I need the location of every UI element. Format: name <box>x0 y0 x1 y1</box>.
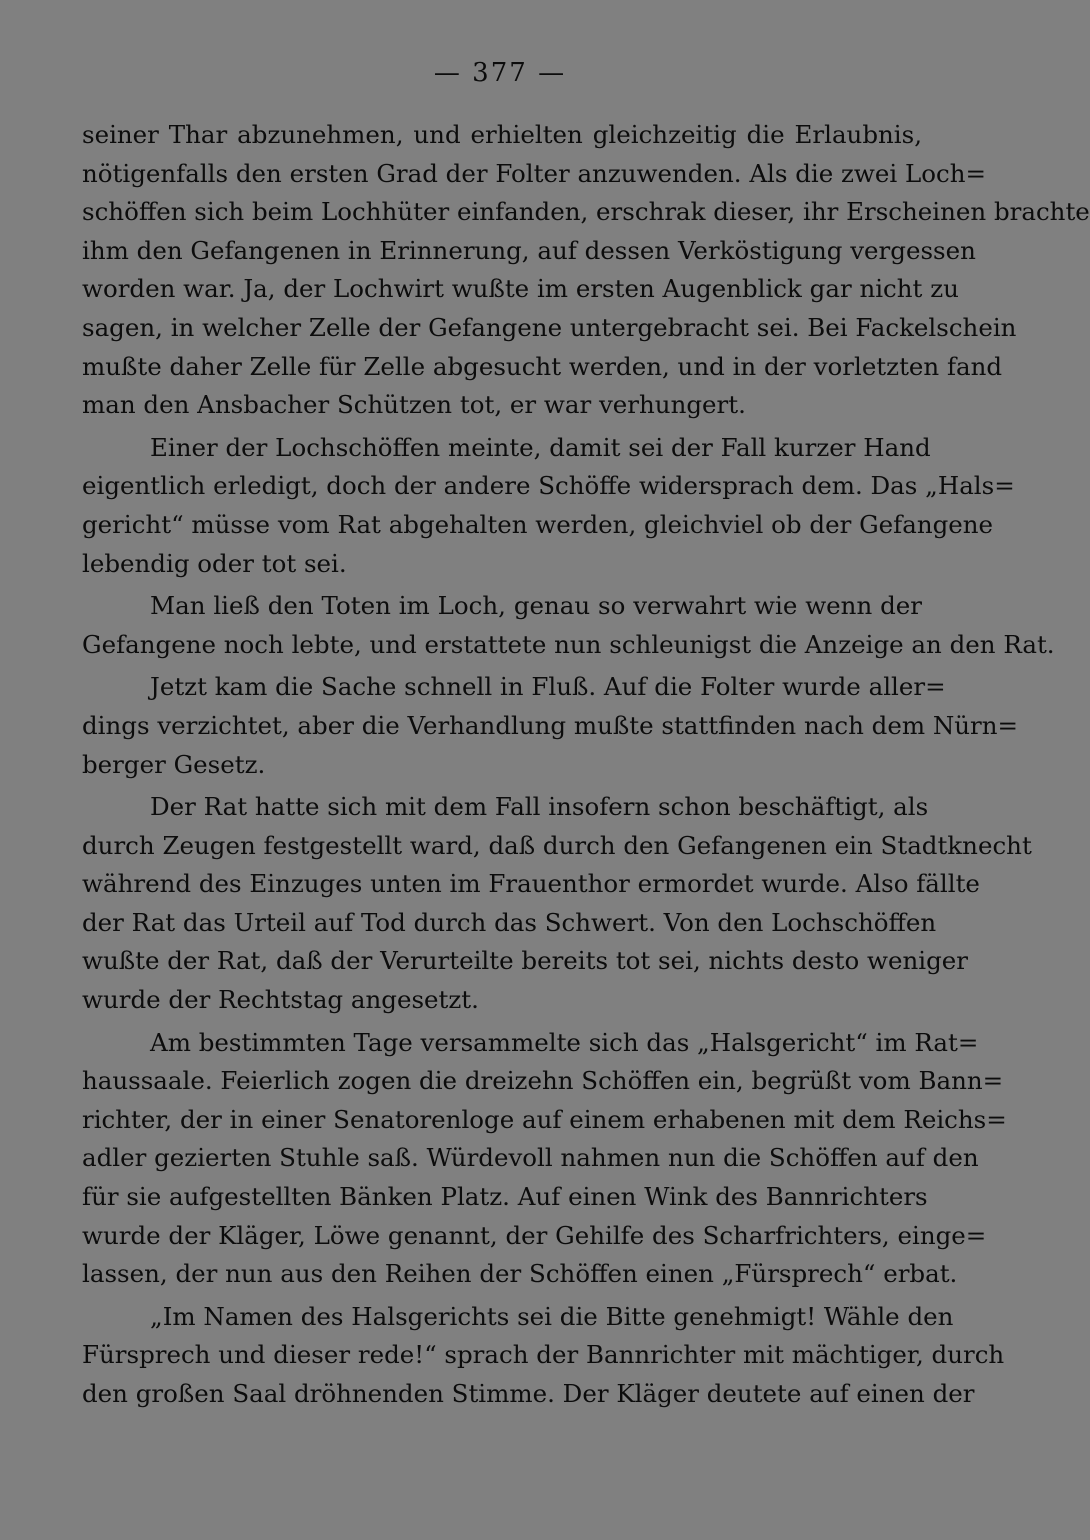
paragraph <box>82 788 1032 1020</box>
text-line: „Im Namen des Halsgerichts sei die Bitte genehmigt! Wähle den <box>150 1301 954 1331</box>
text-line: lassen, der nun aus den Reihen der Schöffen einen „Fürsprech“ erbat. <box>82 1259 958 1289</box>
text-line: haussaale. Feierlich zogen die dreizehn Schöffen ein, begrüßt vom Bann= <box>82 1066 1004 1096</box>
text-line: berger Gesetz. <box>82 749 266 779</box>
text-line: man den Ansbacher Schützen tot, er war verhungert. <box>82 390 746 420</box>
text-line: eigentlich erledigt, doch der andere Schöffe widersprach dem. Das „Hals= <box>82 471 1015 501</box>
text-line: dings verzichtet, aber die Verhandlung mußte stattfinden nach dem Nürn= <box>82 710 1019 740</box>
body-text <box>82 116 1090 1414</box>
text-line: für sie aufgestellten Bänken Platz. Auf einen Wink des Bannrichters <box>82 1182 928 1212</box>
text-line: mußte daher Zelle für Zelle abgesucht werden, und in der vorletzten fand <box>82 351 1003 381</box>
text-line: Einer der Lochschöffen meinte, damit sei der Fall kurzer Hand <box>150 432 931 462</box>
text-line: Jetzt kam die Sache schnell in Fluß. Auf die Folter wurde aller= <box>150 672 946 702</box>
text-line: adler gezierten Stuhle saß. Würdevoll nahmen nun die Schöffen auf den <box>82 1143 979 1173</box>
paragraph <box>82 587 1055 664</box>
text-line: Man ließ den Toten im Loch, genau so verwahrt wie wenn der <box>150 591 922 621</box>
text-line: seiner Thar abzunehmen, und erhielten gleichzeitig die Erlaubnis, <box>82 120 922 149</box>
text-line: der Rat das Urteil auf Tod durch das Schwert. Von den Lochschöffen <box>82 907 937 937</box>
text-line: lebendig oder tot sei. <box>82 548 347 578</box>
paragraph <box>82 668 1019 784</box>
paragraph <box>82 429 1015 583</box>
text-line: durch Zeugen festgestellt ward, daß durch den Gefangenen ein Stadtknecht <box>82 830 1032 860</box>
paragraph <box>82 116 1090 425</box>
text-line: gericht“ müsse vom Rat abgehalten werden, gleichviel ob der Gefangene <box>82 509 994 539</box>
paragraph <box>82 1298 1005 1414</box>
text-line: den großen Saal dröhnenden Stimme. Der Kläger deutete auf einen der <box>82 1379 975 1408</box>
text-line: ihm den Gefangenen in Erinnerung, auf dessen Verköstigung vergessen <box>82 235 976 265</box>
text-line: Fürsprech und dieser rede!“ sprach der Bannrichter mit mächtiger, durch <box>82 1340 1005 1370</box>
text-line: wußte der Rat, daß der Verurteilte bereits tot sei, nichts desto weniger <box>82 946 968 976</box>
text-line: sagen, in welcher Zelle der Gefangene untergebracht sei. Bei Fackelschein <box>82 312 1017 342</box>
page-number: — 377 — <box>433 58 567 88</box>
paragraph <box>82 1024 1007 1294</box>
text-line: Der Rat hatte sich mit dem Fall insofern schon beschäftigt, als <box>150 792 929 822</box>
text-line: worden war. Ja, der Lochwirt wußte im ersten Augenblick gar nicht zu <box>82 274 959 304</box>
text-line: wurde der Kläger, Löwe genannt, der Gehilfe des Scharfrichters, einge= <box>82 1220 987 1250</box>
text-line: wurde der Rechtstag angesetzt. <box>82 985 479 1015</box>
text-line: nötigenfalls den ersten Grad der Folter anzuwenden. Als die zwei Loch= <box>82 158 987 188</box>
text-line: richter, der in einer Senatorenloge auf einem erhabenen mit dem Reichs= <box>82 1104 1007 1134</box>
text-line: Gefangene noch lebte, und erstattete nun schleunigst die Anzeige an den Rat. <box>82 629 1055 659</box>
text-line: während des Einzuges unten im Frauenthor ermordet wurde. Also fällte <box>82 869 980 899</box>
text-line: Am bestimmten Tage versammelte sich das „Halsgericht“ im Rat= <box>150 1027 979 1057</box>
text-line: schöffen sich beim Lochhüter einfanden, erschrak dieser, ihr Erscheinen brachte <box>82 197 1090 227</box>
